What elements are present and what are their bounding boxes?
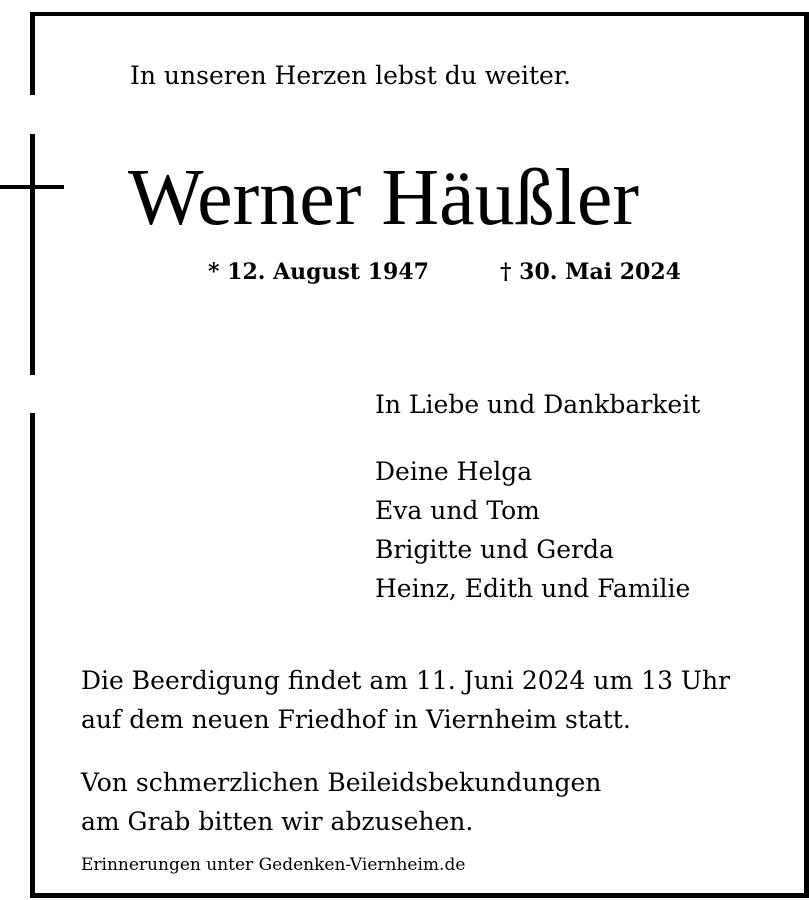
- mourner-name: Heinz, Edith und Familie: [375, 574, 691, 603]
- mourner-name: Eva und Tom: [375, 496, 540, 525]
- memorial-website-note: Erinnerungen unter Gedenken-Viernheim.de: [81, 855, 466, 875]
- motto: In unseren Herzen lebst du weiter.: [130, 61, 571, 90]
- request-line: am Grab bitten wir abzusehen.: [81, 807, 474, 836]
- frame-left-border-lower: [30, 413, 35, 898]
- frame-left-border-upper: [30, 12, 35, 95]
- mourner-name: Brigitte und Gerda: [375, 535, 614, 564]
- frame-top-border: [30, 12, 809, 16]
- condolence-request: [81, 763, 601, 841]
- frame-bottom-border: [30, 893, 809, 898]
- funeral-line: Die Beerdigung findet am 11. Juni 2024 um 13 Uhr: [81, 666, 731, 695]
- deceased-name: Werner Häußler: [128, 154, 640, 242]
- cross-vertical-beam: [30, 134, 35, 375]
- mourners-intro: In Liebe und Dankbarkeit: [375, 390, 701, 419]
- request-line: Von schmerzlichen Beileidsbekundungen: [81, 768, 602, 797]
- mourners-block: [375, 385, 700, 608]
- mourner-name: Deine Helga: [375, 457, 533, 486]
- funeral-line: auf dem neuen Friedhof in Viernheim statt.: [81, 705, 631, 734]
- frame-right-border: [804, 12, 809, 898]
- cross-horizontal-beam: [0, 185, 64, 189]
- birth-date: * 12. August 1947: [208, 259, 429, 285]
- funeral-notice: [81, 661, 730, 739]
- death-date: † 30. Mai 2024: [500, 259, 681, 285]
